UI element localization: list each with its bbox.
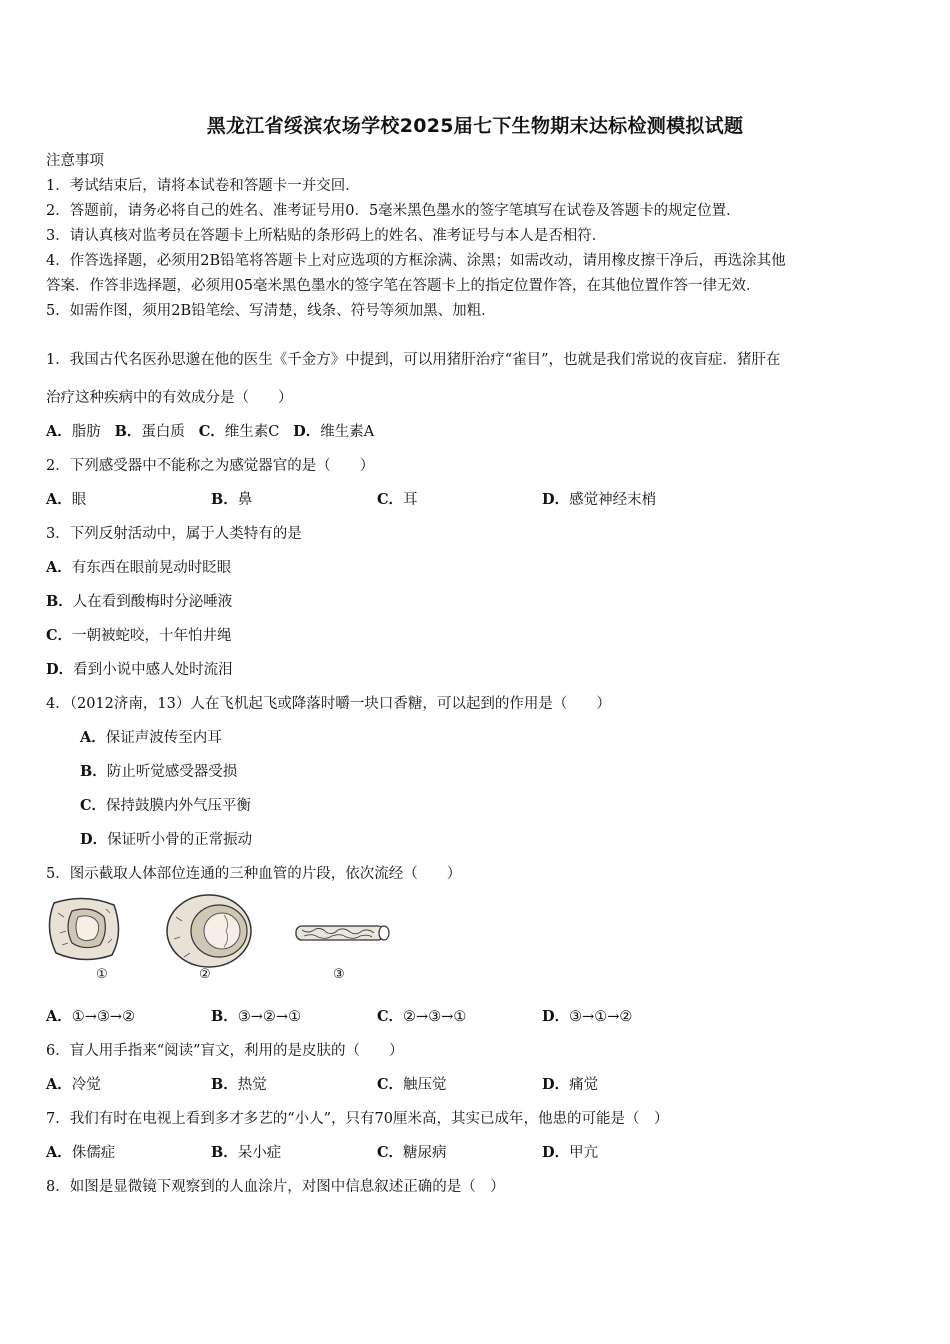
- option-text: 侏儒症: [71, 1145, 116, 1161]
- option-text: 保证声波传至内耳: [105, 730, 222, 746]
- option-label: B．: [114, 423, 142, 440]
- question-4-option-d: [80, 830, 252, 850]
- option-text: 人在看到酸梅时分泌唾液: [72, 594, 233, 610]
- question-5-stem: 5．图示截取人体部位连通的三种血管的片段，依次流经（ ）: [46, 866, 462, 882]
- option-text: 有东西在眼前晃动时眨眼: [71, 560, 232, 576]
- option-label: A．: [46, 1008, 72, 1025]
- option-label: A．: [46, 1076, 72, 1093]
- option-label: D．: [542, 491, 570, 508]
- notice-heading: 注意事项: [46, 153, 104, 169]
- question-2-option-b: [211, 490, 252, 510]
- question-2-stem: 2．下列感受器中不能称之为感觉器官的是（ ）: [46, 458, 375, 474]
- question-2-option-c: [377, 490, 418, 510]
- option-text: ①→③→②: [71, 1009, 136, 1025]
- option-label: B．: [211, 491, 238, 508]
- option-text: 眼: [71, 492, 87, 508]
- option-label: C．: [377, 1076, 404, 1093]
- question-7-option-b: [211, 1143, 281, 1163]
- option-label: B．: [211, 1008, 238, 1025]
- option-label: D．: [542, 1076, 570, 1093]
- vessel-3-drawing: [296, 926, 389, 940]
- notice-item: 1．考试结束后，请将本试卷和答题卡一并交回．: [46, 178, 360, 194]
- figure-label-1: ①: [96, 967, 108, 982]
- notice-item: 2．答题前，请务必将自己的姓名、准考证号用0．5毫米黑色墨水的签字笔填写在试卷及答题卡的规定位置．: [46, 203, 741, 219]
- question-6-stem: 6．盲人用手指来“阅读”盲文，利用的是皮肤的（ ）: [46, 1043, 404, 1059]
- question-5-option-a: [46, 1007, 135, 1027]
- question-6-option-c: [377, 1075, 447, 1095]
- option-label: A．: [80, 729, 106, 746]
- option-text: 一朝被蛇咬，十年怕井绳: [72, 628, 232, 644]
- option-label: A．: [46, 423, 72, 440]
- option-label: A．: [46, 1144, 72, 1161]
- option-text: 脂肪: [71, 424, 101, 440]
- figure-label-2: ②: [199, 967, 211, 982]
- option-label: C．: [46, 627, 73, 644]
- option-text: 维生素A: [320, 424, 375, 440]
- option-text: 保证听小骨的正常振动: [107, 832, 253, 848]
- option-text: 痛觉: [569, 1077, 599, 1093]
- notice-item: 5．如需作图，须用2B铅笔绘、写清楚，线条、符号等须加黑、加粗．: [46, 303, 496, 319]
- blood-vessel-figure: [44, 893, 404, 988]
- option-label: D．: [80, 831, 108, 848]
- option-label: A．: [46, 491, 72, 508]
- notice-item: 4．作答选择题，必须用2B铅笔将答题卡上对应选项的方框涂满、涂黑；如需改动，请用橡皮擦干净后，再选涂其他: [46, 253, 786, 269]
- option-label: C．: [377, 491, 404, 508]
- question-2-option-d: [542, 490, 656, 510]
- option-text: 保持鼓膜内外气压平衡: [106, 798, 252, 814]
- option-text: 防止听觉感受器受损: [106, 764, 238, 780]
- question-7-option-c: [377, 1143, 447, 1163]
- question-3-stem: 3．下列反射活动中，属于人类特有的是: [46, 526, 302, 542]
- option-label: D．: [542, 1144, 570, 1161]
- option-label: C．: [377, 1144, 404, 1161]
- option-text: 呆小症: [237, 1145, 282, 1161]
- question-4-stem: 4．（2012济南，13）人在飞机起飞或降落时嚼一块口香糖，可以起到的作用是（ ）: [46, 696, 611, 712]
- option-label: B．: [46, 593, 73, 610]
- option-label: C．: [80, 797, 107, 814]
- question-3-option-c: [46, 626, 232, 646]
- option-label: D．: [542, 1008, 570, 1025]
- question-2-option-a: [46, 490, 86, 510]
- question-7-option-d: [542, 1143, 598, 1163]
- question-5-option-c: [377, 1007, 466, 1027]
- option-text: ③→②→①: [237, 1009, 302, 1025]
- option-label: D．: [293, 423, 321, 440]
- option-text: 糖尿病: [403, 1145, 447, 1161]
- option-label: C．: [198, 423, 225, 440]
- question-4-option-c: [80, 796, 251, 816]
- question-5-option-b: [211, 1007, 301, 1027]
- option-text: 感觉神经末梢: [569, 492, 657, 508]
- question-3-option-d: [46, 660, 233, 680]
- question-4-option-a: [80, 728, 222, 748]
- question-4-option-b: [80, 762, 237, 782]
- option-label: B．: [211, 1144, 238, 1161]
- option-label: A．: [46, 559, 72, 576]
- question-1-options: [46, 422, 374, 442]
- vessel-2-drawing: [167, 895, 251, 967]
- question-6-option-d: [542, 1075, 598, 1095]
- option-text: 耳: [403, 492, 418, 508]
- option-text: 维生素C: [224, 424, 280, 440]
- option-text: 蛋白质: [141, 424, 185, 440]
- option-label: B．: [211, 1076, 238, 1093]
- question-6-option-b: [211, 1075, 267, 1095]
- question-7-option-a: [46, 1143, 115, 1163]
- question-6-option-a: [46, 1075, 101, 1095]
- notice-item: 3．请认真核对监考员在答题卡上所粘贴的条形码上的姓名、准考证号与本人是否相符．: [46, 228, 607, 244]
- option-label: B．: [80, 763, 107, 780]
- notice-item: 答案．作答非选择题，必须用05毫米黑色墨水的签字笔在答题卡上的指定位置作答，在其他位置作答一律无效．: [46, 278, 761, 294]
- option-text: ②→③→①: [403, 1009, 467, 1025]
- option-label: D．: [46, 661, 74, 678]
- vessel-1-drawing: [49, 898, 118, 959]
- question-7-stem: 7．我们有时在电视上看到多才多艺的“小人”，只有70厘米高，其实已成年，他患的可能是（ ）: [46, 1111, 669, 1127]
- option-text: ③→①→②: [569, 1009, 633, 1025]
- option-text: 鼻: [237, 492, 253, 508]
- option-text: 看到小说中感人处时流泪: [73, 662, 233, 678]
- option-text: 热觉: [237, 1077, 267, 1093]
- option-text: 触压觉: [403, 1077, 447, 1093]
- question-3-option-a: [46, 558, 231, 578]
- question-1-stem-cont: 治疗这种疾病中的有效成分是（ ）: [46, 390, 293, 406]
- figure-label-3: ③: [333, 967, 345, 982]
- exam-title: 黑龙江省绥滨农场学校2025届七下生物期末达标检测模拟试题: [206, 115, 744, 137]
- question-5-option-d: [542, 1007, 632, 1027]
- option-text: 冷觉: [71, 1077, 101, 1093]
- question-8-stem: 8．如图是显微镜下观察到的人血涂片，对图中信息叙述正确的是（ ）: [46, 1179, 505, 1195]
- option-label: C．: [377, 1008, 404, 1025]
- question-3-option-b: [46, 592, 232, 612]
- question-1-stem: 1．我国古代名医孙思邈在他的医生《千金方》中提到，可以用猪肝治疗“雀目”，也就是我们常说的夜盲症．猪肝在: [46, 352, 781, 368]
- option-text: 甲亢: [569, 1145, 599, 1161]
